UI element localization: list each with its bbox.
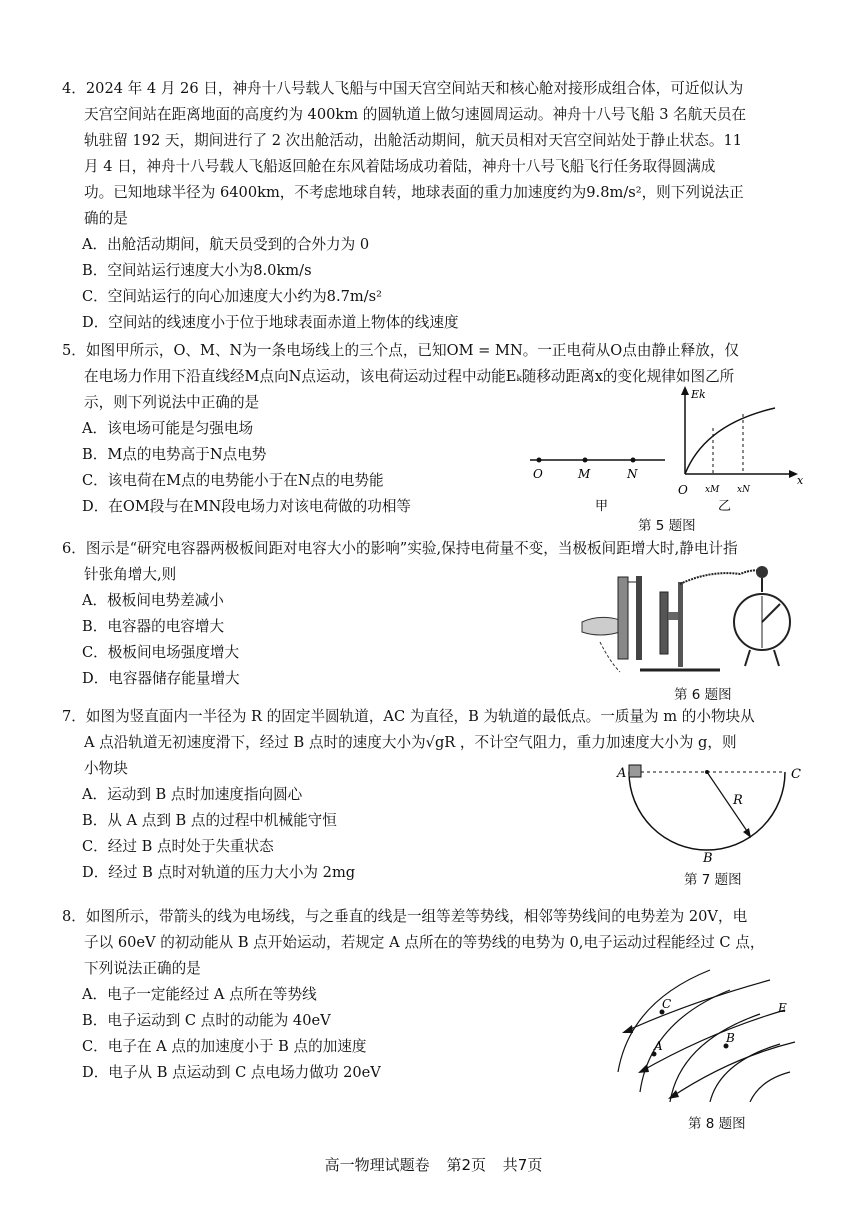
q4-option-d: D．空间站的线速度小于位于地球表面赤道上物体的线速度 bbox=[82, 314, 459, 331]
q4-option-b: B．空间站运行速度大小为8.0km/s bbox=[82, 262, 312, 279]
q6-option-c: C．极板间电场强度增大 bbox=[82, 644, 240, 661]
q8-line: 8．如图所示，带箭头的线为电场线，与之垂直的线是一组等差等势线，相邻等势线间的电势差为 20V，电 bbox=[62, 908, 748, 925]
q8-option-d: D．电子从 B 点运动到 C 点电场力做功 20eV bbox=[82, 1064, 381, 1081]
semicircle-track bbox=[629, 772, 785, 850]
q4-line: 确的是 bbox=[84, 210, 128, 227]
q6-option-a: A．极板间电势差减小 bbox=[82, 592, 224, 609]
q7-line: A 点沿轨道无初速度滑下，经过 B 点时的速度大小为√gR ，不计空气阻力，重力加速度大小为 g，则 bbox=[84, 734, 737, 751]
xn-label: xN bbox=[737, 485, 750, 495]
q7-option-b: B．从 A 点到 B 点的过程中机械能守恒 bbox=[82, 812, 337, 829]
origin-label: O bbox=[678, 483, 688, 497]
q7-option-c: C．经过 B 点时处于失重状态 bbox=[82, 838, 274, 855]
ek-curve bbox=[685, 408, 775, 474]
figure-8 bbox=[610, 962, 800, 1102]
q5-option-b: B．M点的电势高于N点电势 bbox=[82, 446, 267, 463]
question-4 bbox=[62, 76, 747, 336]
q8-option-c: C．电子在 A 点的加速度小于 B 点的加速度 bbox=[82, 1038, 367, 1055]
q6-option-d: D．电容器储存能量增大 bbox=[82, 670, 240, 687]
q7-line: 小物块 bbox=[84, 760, 128, 777]
q7-line: 7．如图为竖直面内一半径为 R 的固定半圆轨道，AC 为直径，B 为轨道的最低点。一质量为 m 的小物块从 bbox=[62, 708, 755, 725]
point-c-label: C bbox=[662, 997, 672, 1011]
q4-option-a: A．出舱活动期间，航天员受到的合外力为 0 bbox=[82, 236, 370, 253]
q4-line: 4．2024 年 4 月 26 日，神舟十八号载人飞船与中国天宫空间站天和核心舱对接形成组合体，可近似认为 bbox=[62, 80, 744, 97]
q4-line: 功。已知地球半径为 6400km，不考虑地球自转，地球表面的重力加速度约为9.8m/s²，则下列说法正 bbox=[84, 184, 744, 201]
q5-line: 在电场力作用下沿直线经M点向N点运动，该电荷运动过程中动能Eₖ随移动距离x的变化规律如图乙所 bbox=[84, 368, 735, 385]
q6-line: 针张角增大,则 bbox=[84, 566, 177, 583]
q8-line: 下列说法正确的是 bbox=[84, 960, 201, 977]
point-a-label: A bbox=[617, 766, 627, 781]
point-a-label: A bbox=[654, 1039, 663, 1053]
figure-6-caption: 第 6 题图 bbox=[674, 687, 732, 703]
point-o-label: O bbox=[533, 467, 543, 481]
ek-axis-label: Ek bbox=[691, 388, 706, 401]
point-n-label: N bbox=[627, 467, 638, 481]
point-c-label: C bbox=[791, 767, 801, 782]
figure-7 bbox=[615, 762, 805, 862]
point-m-label: M bbox=[578, 467, 591, 481]
question-4-stem bbox=[62, 76, 747, 232]
footer-total: 共7页 bbox=[502, 1156, 543, 1174]
figure-6-apparatus bbox=[580, 562, 810, 682]
page-footer bbox=[0, 1154, 867, 1175]
q5-option-c: C．该电荷在M点的电势能小于在N点的电势能 bbox=[82, 472, 384, 489]
point-b-label: B bbox=[726, 1031, 735, 1045]
q4-line: 月 4 日，神舟十八号载人飞船返回舱在东风着陆场成功着陆，神舟十八号飞船飞行任务取得圆满成 bbox=[84, 158, 716, 175]
figure-5-caption: 第 5 题图 bbox=[638, 518, 696, 534]
xm-label: xM bbox=[705, 485, 720, 495]
q8-option-a: A．电子一定能经过 A 点所在等势线 bbox=[82, 986, 317, 1003]
point-b-label: B bbox=[703, 851, 713, 862]
figure-8-caption: 第 8 题图 bbox=[688, 1116, 746, 1132]
field-e-label: E bbox=[778, 1001, 787, 1015]
q4-line: 轨驻留 192 天，期间进行了 2 次出舱活动，出舱活动期间，航天员相对天宫空间站处于静止状态。11 bbox=[84, 132, 743, 149]
equipotential-line bbox=[618, 970, 710, 1072]
fig-a-label: 甲 bbox=[595, 499, 609, 514]
q6-option-b: B．电容器的电容增大 bbox=[82, 618, 225, 635]
q8-line: 子以 60eV 的初动能从 B 点开始运动，若规定 A 点所在的等势线的电势为 0,电子运动过程能经过 C 点， bbox=[84, 934, 765, 951]
q8-option-b: B．电子运动到 C 点时的动能为 40eV bbox=[82, 1012, 331, 1029]
fig-b-label: 乙 bbox=[718, 499, 732, 514]
footer-page: 第2页 bbox=[446, 1156, 486, 1174]
footer-title: 高一物理试题卷 bbox=[324, 1156, 430, 1174]
block bbox=[629, 765, 641, 777]
equipotential-line bbox=[710, 1044, 780, 1102]
x-axis-label: x bbox=[797, 474, 804, 487]
equipotential-line bbox=[750, 1072, 790, 1102]
figure-5 bbox=[525, 384, 815, 524]
field-line bbox=[670, 1042, 795, 1098]
q5-option-d: D．在OM段与在MN段电场力对该电荷做的功相等 bbox=[82, 498, 412, 515]
figure-7-caption: 第 7 题图 bbox=[684, 872, 742, 888]
q7-option-d: D．经过 B 点时对轨道的压力大小为 2mg bbox=[82, 864, 356, 881]
q6-line: 6．图示是“研究电容器两极板间距对电容大小的影响”实验,保持电荷量不变，当极板间距增大时,静电计指 bbox=[62, 540, 738, 557]
radius-label: R bbox=[733, 793, 743, 808]
q5-line: 5．如图甲所示，O、M、N为一条电场线上的三个点，已知OM = MN。一正电荷从O点由静止释放，仅 bbox=[62, 342, 740, 359]
q7-option-a: A．运动到 B 点时加速度指向圆心 bbox=[82, 786, 303, 803]
q5-line: 示，则下列说法中正确的是 bbox=[84, 394, 260, 411]
q4-option-c: C．空间站运行的向心加速度大小约为8.7m/s² bbox=[82, 288, 382, 305]
q5-option-a: A．该电场可能是匀强电场 bbox=[82, 420, 254, 437]
q4-line: 天宫空间站在距离地面的高度约为 400km 的圆轨道上做匀速圆周运动。神舟十八号飞船 3 名航天员在 bbox=[84, 106, 747, 123]
